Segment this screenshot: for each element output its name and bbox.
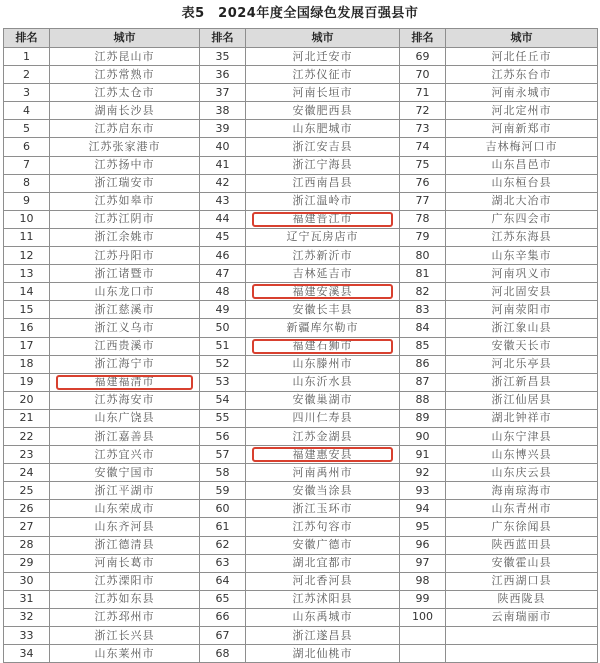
city-cell: 安徽宁国市 xyxy=(50,464,200,482)
rank-cell: 52 xyxy=(200,355,246,373)
city-cell: 吉林延吉市 xyxy=(246,265,400,283)
city-cell: 云南瑞丽市 xyxy=(446,608,598,626)
city-cell: 陕西陇县 xyxy=(446,590,598,608)
rank-cell: 77 xyxy=(400,192,446,210)
rank-cell: 36 xyxy=(200,66,246,84)
city-cell: 江苏昆山市 xyxy=(50,48,200,66)
city-cell: 福建福清市 xyxy=(50,373,200,391)
rank-cell: 73 xyxy=(400,120,446,138)
city-cell: 河北任丘市 xyxy=(446,48,598,66)
table-row xyxy=(4,645,598,663)
table-row xyxy=(4,48,598,66)
city-cell: 河北固安县 xyxy=(446,283,598,301)
rank-cell: 43 xyxy=(200,192,246,210)
city-cell: 江苏如皋市 xyxy=(50,192,200,210)
rank-cell: 33 xyxy=(4,627,50,645)
table-row xyxy=(4,228,598,246)
rank-cell: 65 xyxy=(200,590,246,608)
city-cell: 浙江新昌县 xyxy=(446,373,598,391)
rank-cell: 4 xyxy=(4,102,50,120)
city-cell: 河南永城市 xyxy=(446,84,598,102)
city-cell: 江苏东海县 xyxy=(446,228,598,246)
rank-cell: 8 xyxy=(4,174,50,192)
rank-cell: 88 xyxy=(400,391,446,409)
city-cell: 江西贵溪市 xyxy=(50,337,200,355)
city-cell: 安徽霍山县 xyxy=(446,554,598,572)
table-row xyxy=(4,156,598,174)
city-cell: 江苏东台市 xyxy=(446,66,598,84)
rank-cell: 61 xyxy=(200,518,246,536)
city-cell: 湖北宜都市 xyxy=(246,554,400,572)
city-cell: 广东徐闻县 xyxy=(446,518,598,536)
city-cell: 陕西蓝田县 xyxy=(446,536,598,554)
rank-cell: 81 xyxy=(400,265,446,283)
rank-cell: 15 xyxy=(4,301,50,319)
city-cell: 江苏丹阳市 xyxy=(50,247,200,265)
city-cell: 河南禹州市 xyxy=(246,464,400,482)
rank-cell: 93 xyxy=(400,482,446,500)
city-cell: 山东宁津县 xyxy=(446,427,598,445)
rank-cell: 90 xyxy=(400,427,446,445)
rank-cell: 59 xyxy=(200,482,246,500)
rank-cell: 1 xyxy=(4,48,50,66)
rank-cell: 63 xyxy=(200,554,246,572)
rank-cell: 28 xyxy=(4,536,50,554)
rank-cell xyxy=(400,627,446,645)
city-cell: 河南新郑市 xyxy=(446,120,598,138)
city-cell: 河北迁安市 xyxy=(246,48,400,66)
rank-cell: 64 xyxy=(200,572,246,590)
city-cell: 山东庆云县 xyxy=(446,464,598,482)
rank-cell: 19 xyxy=(4,373,50,391)
city-cell: 新疆库尔勒市 xyxy=(246,319,400,337)
table-row xyxy=(4,464,598,482)
city-cell: 浙江义乌市 xyxy=(50,319,200,337)
city-cell: 山东齐河县 xyxy=(50,518,200,536)
rank-cell: 5 xyxy=(4,120,50,138)
city-cell: 浙江宁海县 xyxy=(246,156,400,174)
rank-cell: 76 xyxy=(400,174,446,192)
table-row xyxy=(4,536,598,554)
header-rank-1: 排名 xyxy=(4,29,50,48)
rank-cell: 100 xyxy=(400,608,446,626)
city-cell: 江苏沭阳县 xyxy=(246,590,400,608)
city-cell: 山东青州市 xyxy=(446,500,598,518)
city-cell: 江苏太仓市 xyxy=(50,84,200,102)
rank-cell: 17 xyxy=(4,337,50,355)
table-row xyxy=(4,427,598,445)
city-cell: 河南巩义市 xyxy=(446,265,598,283)
rank-cell: 11 xyxy=(4,228,50,246)
city-cell: 江苏仪征市 xyxy=(246,66,400,84)
city-cell: 福建石狮市 xyxy=(246,337,400,355)
rank-cell: 38 xyxy=(200,102,246,120)
rank-cell: 66 xyxy=(200,608,246,626)
city-cell: 浙江平湖市 xyxy=(50,482,200,500)
city-cell: 浙江仙居县 xyxy=(446,391,598,409)
city-cell: 江苏新沂市 xyxy=(246,247,400,265)
table-row xyxy=(4,482,598,500)
city-cell: 山东荣成市 xyxy=(50,500,200,518)
rank-cell: 26 xyxy=(4,500,50,518)
table-row xyxy=(4,373,598,391)
table-row xyxy=(4,608,598,626)
rank-cell: 48 xyxy=(200,283,246,301)
city-cell: 山东肥城市 xyxy=(246,120,400,138)
city-cell: 湖南长沙县 xyxy=(50,102,200,120)
city-cell: 山东滕州市 xyxy=(246,355,400,373)
city-cell: 山东莱州市 xyxy=(50,645,200,663)
table-row xyxy=(4,283,598,301)
rank-cell: 58 xyxy=(200,464,246,482)
city-cell: 辽宁瓦房店市 xyxy=(246,228,400,246)
rank-cell: 89 xyxy=(400,409,446,427)
city-cell: 山东桓台县 xyxy=(446,174,598,192)
city-cell: 福建安溪县 xyxy=(246,283,400,301)
rank-cell: 14 xyxy=(4,283,50,301)
rank-cell: 6 xyxy=(4,138,50,156)
rank-cell: 40 xyxy=(200,138,246,156)
city-cell: 河北香河县 xyxy=(246,572,400,590)
table-row xyxy=(4,192,598,210)
rank-cell: 45 xyxy=(200,228,246,246)
city-cell: 湖北大冶市 xyxy=(446,192,598,210)
rank-cell: 35 xyxy=(200,48,246,66)
city-cell: 浙江余姚市 xyxy=(50,228,200,246)
city-cell: 江苏句容市 xyxy=(246,518,400,536)
table-row xyxy=(4,590,598,608)
city-cell: 山东广饶县 xyxy=(50,409,200,427)
header-rank-2: 排名 xyxy=(200,29,246,48)
city-cell: 安徽巢湖市 xyxy=(246,391,400,409)
table-row xyxy=(4,247,598,265)
rank-cell: 49 xyxy=(200,301,246,319)
city-cell: 安徽当涂县 xyxy=(246,482,400,500)
city-cell: 海南琼海市 xyxy=(446,482,598,500)
rank-cell: 72 xyxy=(400,102,446,120)
rank-cell: 83 xyxy=(400,301,446,319)
header-city-2: 城市 xyxy=(246,29,400,48)
city-cell: 山东禹城市 xyxy=(246,608,400,626)
city-cell: 江苏海安市 xyxy=(50,391,200,409)
rank-cell: 60 xyxy=(200,500,246,518)
table-row xyxy=(4,301,598,319)
city-cell: 浙江诸暨市 xyxy=(50,265,200,283)
rank-cell: 24 xyxy=(4,464,50,482)
rank-cell: 21 xyxy=(4,409,50,427)
city-cell: 安徽广德市 xyxy=(246,536,400,554)
table-caption: 表5 2024年度全国绿色发展百强县市 xyxy=(181,6,419,21)
rank-cell: 29 xyxy=(4,554,50,572)
table-row xyxy=(4,174,598,192)
city-cell: 浙江玉环市 xyxy=(246,500,400,518)
table-row xyxy=(4,138,598,156)
rank-cell xyxy=(400,645,446,663)
rank-cell: 97 xyxy=(400,554,446,572)
rank-cell: 80 xyxy=(400,247,446,265)
city-cell: 福建晋江市 xyxy=(246,210,400,228)
rank-cell: 87 xyxy=(400,373,446,391)
rank-cell: 85 xyxy=(400,337,446,355)
rank-cell: 91 xyxy=(400,446,446,464)
rank-cell: 53 xyxy=(200,373,246,391)
highlight-box xyxy=(252,447,393,462)
city-cell: 浙江遂昌县 xyxy=(246,627,400,645)
rank-cell: 13 xyxy=(4,265,50,283)
city-cell: 河南长葛市 xyxy=(50,554,200,572)
city-cell: 浙江海宁市 xyxy=(50,355,200,373)
city-cell: 广东四会市 xyxy=(446,210,598,228)
table-row xyxy=(4,500,598,518)
table-row xyxy=(4,518,598,536)
table-row xyxy=(4,446,598,464)
rank-cell: 3 xyxy=(4,84,50,102)
rank-cell: 7 xyxy=(4,156,50,174)
highlight-box xyxy=(252,212,393,227)
city-cell: 山东辛集市 xyxy=(446,247,598,265)
city-cell: 江苏溧阳市 xyxy=(50,572,200,590)
city-cell: 山东博兴县 xyxy=(446,446,598,464)
rank-cell: 79 xyxy=(400,228,446,246)
rank-cell: 98 xyxy=(400,572,446,590)
rank-cell: 99 xyxy=(400,590,446,608)
rank-cell: 54 xyxy=(200,391,246,409)
rank-cell: 51 xyxy=(200,337,246,355)
table-row xyxy=(4,120,598,138)
rank-cell: 71 xyxy=(400,84,446,102)
rank-cell: 62 xyxy=(200,536,246,554)
city-cell: 河北定州市 xyxy=(446,102,598,120)
city-cell xyxy=(446,645,598,663)
city-cell: 河南荥阳市 xyxy=(446,301,598,319)
ranking-table xyxy=(3,28,598,663)
city-cell: 安徽长丰县 xyxy=(246,301,400,319)
table-row xyxy=(4,572,598,590)
city-cell: 河北乐亭县 xyxy=(446,355,598,373)
city-cell: 山东昌邑市 xyxy=(446,156,598,174)
city-cell: 河南长垣市 xyxy=(246,84,400,102)
city-cell: 江苏启东市 xyxy=(50,120,200,138)
rank-cell: 9 xyxy=(4,192,50,210)
city-cell: 湖北钟祥市 xyxy=(446,409,598,427)
city-cell: 浙江瑞安市 xyxy=(50,174,200,192)
rank-cell: 31 xyxy=(4,590,50,608)
rank-cell: 47 xyxy=(200,265,246,283)
rank-cell: 95 xyxy=(400,518,446,536)
city-cell: 安徽天长市 xyxy=(446,337,598,355)
table-row xyxy=(4,66,598,84)
rank-cell: 50 xyxy=(200,319,246,337)
rank-cell: 67 xyxy=(200,627,246,645)
table-row xyxy=(4,210,598,228)
city-cell: 江西南昌县 xyxy=(246,174,400,192)
city-cell: 浙江象山县 xyxy=(446,319,598,337)
city-cell: 江苏扬中市 xyxy=(50,156,200,174)
rank-cell: 75 xyxy=(400,156,446,174)
rank-cell: 10 xyxy=(4,210,50,228)
rank-cell: 18 xyxy=(4,355,50,373)
highlight-box xyxy=(252,339,393,354)
table-row xyxy=(4,409,598,427)
table-row xyxy=(4,391,598,409)
table-row xyxy=(4,337,598,355)
header-city-3: 城市 xyxy=(446,29,598,48)
header-rank-3: 排名 xyxy=(400,29,446,48)
rank-cell: 37 xyxy=(200,84,246,102)
rank-cell: 34 xyxy=(4,645,50,663)
rank-cell: 78 xyxy=(400,210,446,228)
rank-cell: 55 xyxy=(200,409,246,427)
rank-cell: 84 xyxy=(400,319,446,337)
city-cell: 江苏张家港市 xyxy=(50,138,200,156)
city-cell: 江苏金湖县 xyxy=(246,427,400,445)
city-cell: 四川仁寿县 xyxy=(246,409,400,427)
city-cell: 山东沂水县 xyxy=(246,373,400,391)
city-cell: 江苏如东县 xyxy=(50,590,200,608)
rank-cell: 12 xyxy=(4,247,50,265)
table-row xyxy=(4,102,598,120)
highlight-box xyxy=(56,375,193,390)
city-cell: 江苏常熟市 xyxy=(50,66,200,84)
city-cell: 江苏宜兴市 xyxy=(50,446,200,464)
rank-cell: 94 xyxy=(400,500,446,518)
rank-cell: 27 xyxy=(4,518,50,536)
city-cell: 浙江长兴县 xyxy=(50,627,200,645)
city-cell: 山东龙口市 xyxy=(50,283,200,301)
rank-cell: 92 xyxy=(400,464,446,482)
rank-cell: 68 xyxy=(200,645,246,663)
rank-cell: 23 xyxy=(4,446,50,464)
rank-cell: 56 xyxy=(200,427,246,445)
highlight-box xyxy=(252,284,393,299)
rank-cell: 2 xyxy=(4,66,50,84)
rank-cell: 74 xyxy=(400,138,446,156)
rank-cell: 32 xyxy=(4,608,50,626)
table-row xyxy=(4,319,598,337)
rank-cell: 39 xyxy=(200,120,246,138)
rank-cell: 30 xyxy=(4,572,50,590)
rank-cell: 41 xyxy=(200,156,246,174)
city-cell: 安徽肥西县 xyxy=(246,102,400,120)
city-cell: 福建惠安县 xyxy=(246,446,400,464)
table-row xyxy=(4,355,598,373)
table-row xyxy=(4,554,598,572)
city-cell: 吉林梅河口市 xyxy=(446,138,598,156)
table-row xyxy=(4,84,598,102)
rank-cell: 69 xyxy=(400,48,446,66)
rank-cell: 22 xyxy=(4,427,50,445)
rank-cell: 82 xyxy=(400,283,446,301)
rank-cell: 44 xyxy=(200,210,246,228)
city-cell: 浙江德清县 xyxy=(50,536,200,554)
city-cell: 江西湖口县 xyxy=(446,572,598,590)
header-row xyxy=(4,29,598,48)
rank-cell: 20 xyxy=(4,391,50,409)
city-cell: 浙江安吉县 xyxy=(246,138,400,156)
city-cell: 江苏邳州市 xyxy=(50,608,200,626)
header-city-1: 城市 xyxy=(50,29,200,48)
city-cell: 浙江嘉善县 xyxy=(50,427,200,445)
rank-cell: 46 xyxy=(200,247,246,265)
rank-cell: 86 xyxy=(400,355,446,373)
city-cell: 湖北仙桃市 xyxy=(246,645,400,663)
rank-cell: 96 xyxy=(400,536,446,554)
table-row xyxy=(4,265,598,283)
rank-cell: 57 xyxy=(200,446,246,464)
table-row xyxy=(4,627,598,645)
city-cell: 浙江温岭市 xyxy=(246,192,400,210)
rank-cell: 25 xyxy=(4,482,50,500)
rank-cell: 70 xyxy=(400,66,446,84)
city-cell: 浙江慈溪市 xyxy=(50,301,200,319)
rank-cell: 16 xyxy=(4,319,50,337)
city-cell xyxy=(446,627,598,645)
city-cell: 江苏江阴市 xyxy=(50,210,200,228)
rank-cell: 42 xyxy=(200,174,246,192)
